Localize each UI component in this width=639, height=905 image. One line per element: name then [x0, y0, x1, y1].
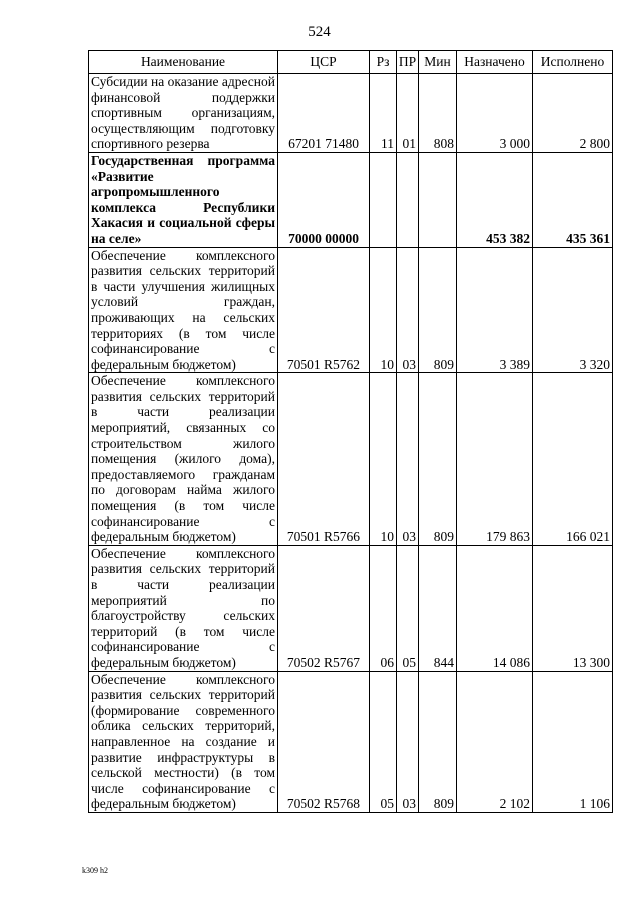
row-rz: 05 — [370, 671, 397, 812]
row-rz — [370, 152, 397, 247]
footer-code: k309 h2 — [82, 866, 108, 875]
row-min — [419, 152, 457, 247]
row-pr: 05 — [397, 545, 419, 671]
header-assigned: Назначено — [457, 51, 533, 74]
table-row — [89, 247, 613, 373]
row-pr: 01 — [397, 74, 419, 153]
row-assigned: 2 102 — [457, 671, 533, 812]
row-assigned: 3 000 — [457, 74, 533, 153]
row-csr: 67201 71480 — [278, 74, 370, 153]
row-pr: 03 — [397, 247, 419, 373]
header-rz: Рз — [370, 51, 397, 74]
row-csr: 70501 R5762 — [278, 247, 370, 373]
row-csr: 70000 00000 — [278, 152, 370, 247]
header-min: Мин — [419, 51, 457, 74]
row-executed: 13 300 — [533, 545, 613, 671]
budget-table — [88, 50, 613, 813]
row-pr: 03 — [397, 373, 419, 546]
row-rz: 10 — [370, 247, 397, 373]
table-row — [89, 74, 613, 153]
row-csr: 70502 R5768 — [278, 671, 370, 812]
row-pr: 03 — [397, 671, 419, 812]
row-executed: 3 320 — [533, 247, 613, 373]
header-csr: ЦСР — [278, 51, 370, 74]
row-pr — [397, 152, 419, 247]
row-min: 844 — [419, 545, 457, 671]
row-name: Субсидии на оказание адресной финансовой поддержки спортивным организациям, осуществляющим подготовку спортивного резерва — [89, 74, 278, 153]
row-executed: 2 800 — [533, 74, 613, 153]
row-min: 809 — [419, 373, 457, 546]
row-name: Обеспечение комплексного развития сельских территорий (формирование современного облика сельских территорий, направленное на создание и развитие инфраструктуры в сельской местности) (в том числе софинансирование с федеральным бюджетом) — [89, 671, 278, 812]
row-assigned: 179 863 — [457, 373, 533, 546]
row-assigned: 453 382 — [457, 152, 533, 247]
row-assigned: 14 086 — [457, 545, 533, 671]
row-rz: 06 — [370, 545, 397, 671]
row-executed: 166 021 — [533, 373, 613, 546]
row-name: Обеспечение комплексного развития сельских территорий в части улучшения жилищных условий граждан, проживающих на сельских территориях (в том числе софинансирование с федеральным бюджетом) — [89, 247, 278, 373]
table-row — [89, 152, 613, 247]
page-number: 524 — [308, 24, 331, 40]
row-name: Государственная программа «Развитие агропромышленного комплекса Республики Хакасия и социальной сферы на селе» — [89, 152, 278, 247]
row-rz: 10 — [370, 373, 397, 546]
row-csr: 70501 R5766 — [278, 373, 370, 546]
table-row — [89, 373, 613, 546]
row-min: 809 — [419, 671, 457, 812]
row-name: Обеспечение комплексного развития сельских территорий в части реализации мероприятий по благоустройству сельских территорий (в том числе софинансирование с федеральным бюджетом) — [89, 545, 278, 671]
row-executed: 435 361 — [533, 152, 613, 247]
row-name: Обеспечение комплексного развития сельских территорий в части реализации мероприятий, связанных со строительством жилого помещения (жилого дома), предоставляемого гражданам по договорам найма жилого помещения (в том числе софинансирование с федеральным бюджетом) — [89, 373, 278, 546]
table-row — [89, 545, 613, 671]
row-assigned: 3 389 — [457, 247, 533, 373]
row-executed: 1 106 — [533, 671, 613, 812]
row-min: 808 — [419, 74, 457, 153]
table-header-row — [89, 51, 613, 74]
header-executed: Исполнено — [533, 51, 613, 74]
row-rz: 11 — [370, 74, 397, 153]
header-name: Наименование — [89, 51, 278, 74]
row-min: 809 — [419, 247, 457, 373]
table-row — [89, 671, 613, 812]
header-pr: ПР — [397, 51, 419, 74]
row-csr: 70502 R5767 — [278, 545, 370, 671]
